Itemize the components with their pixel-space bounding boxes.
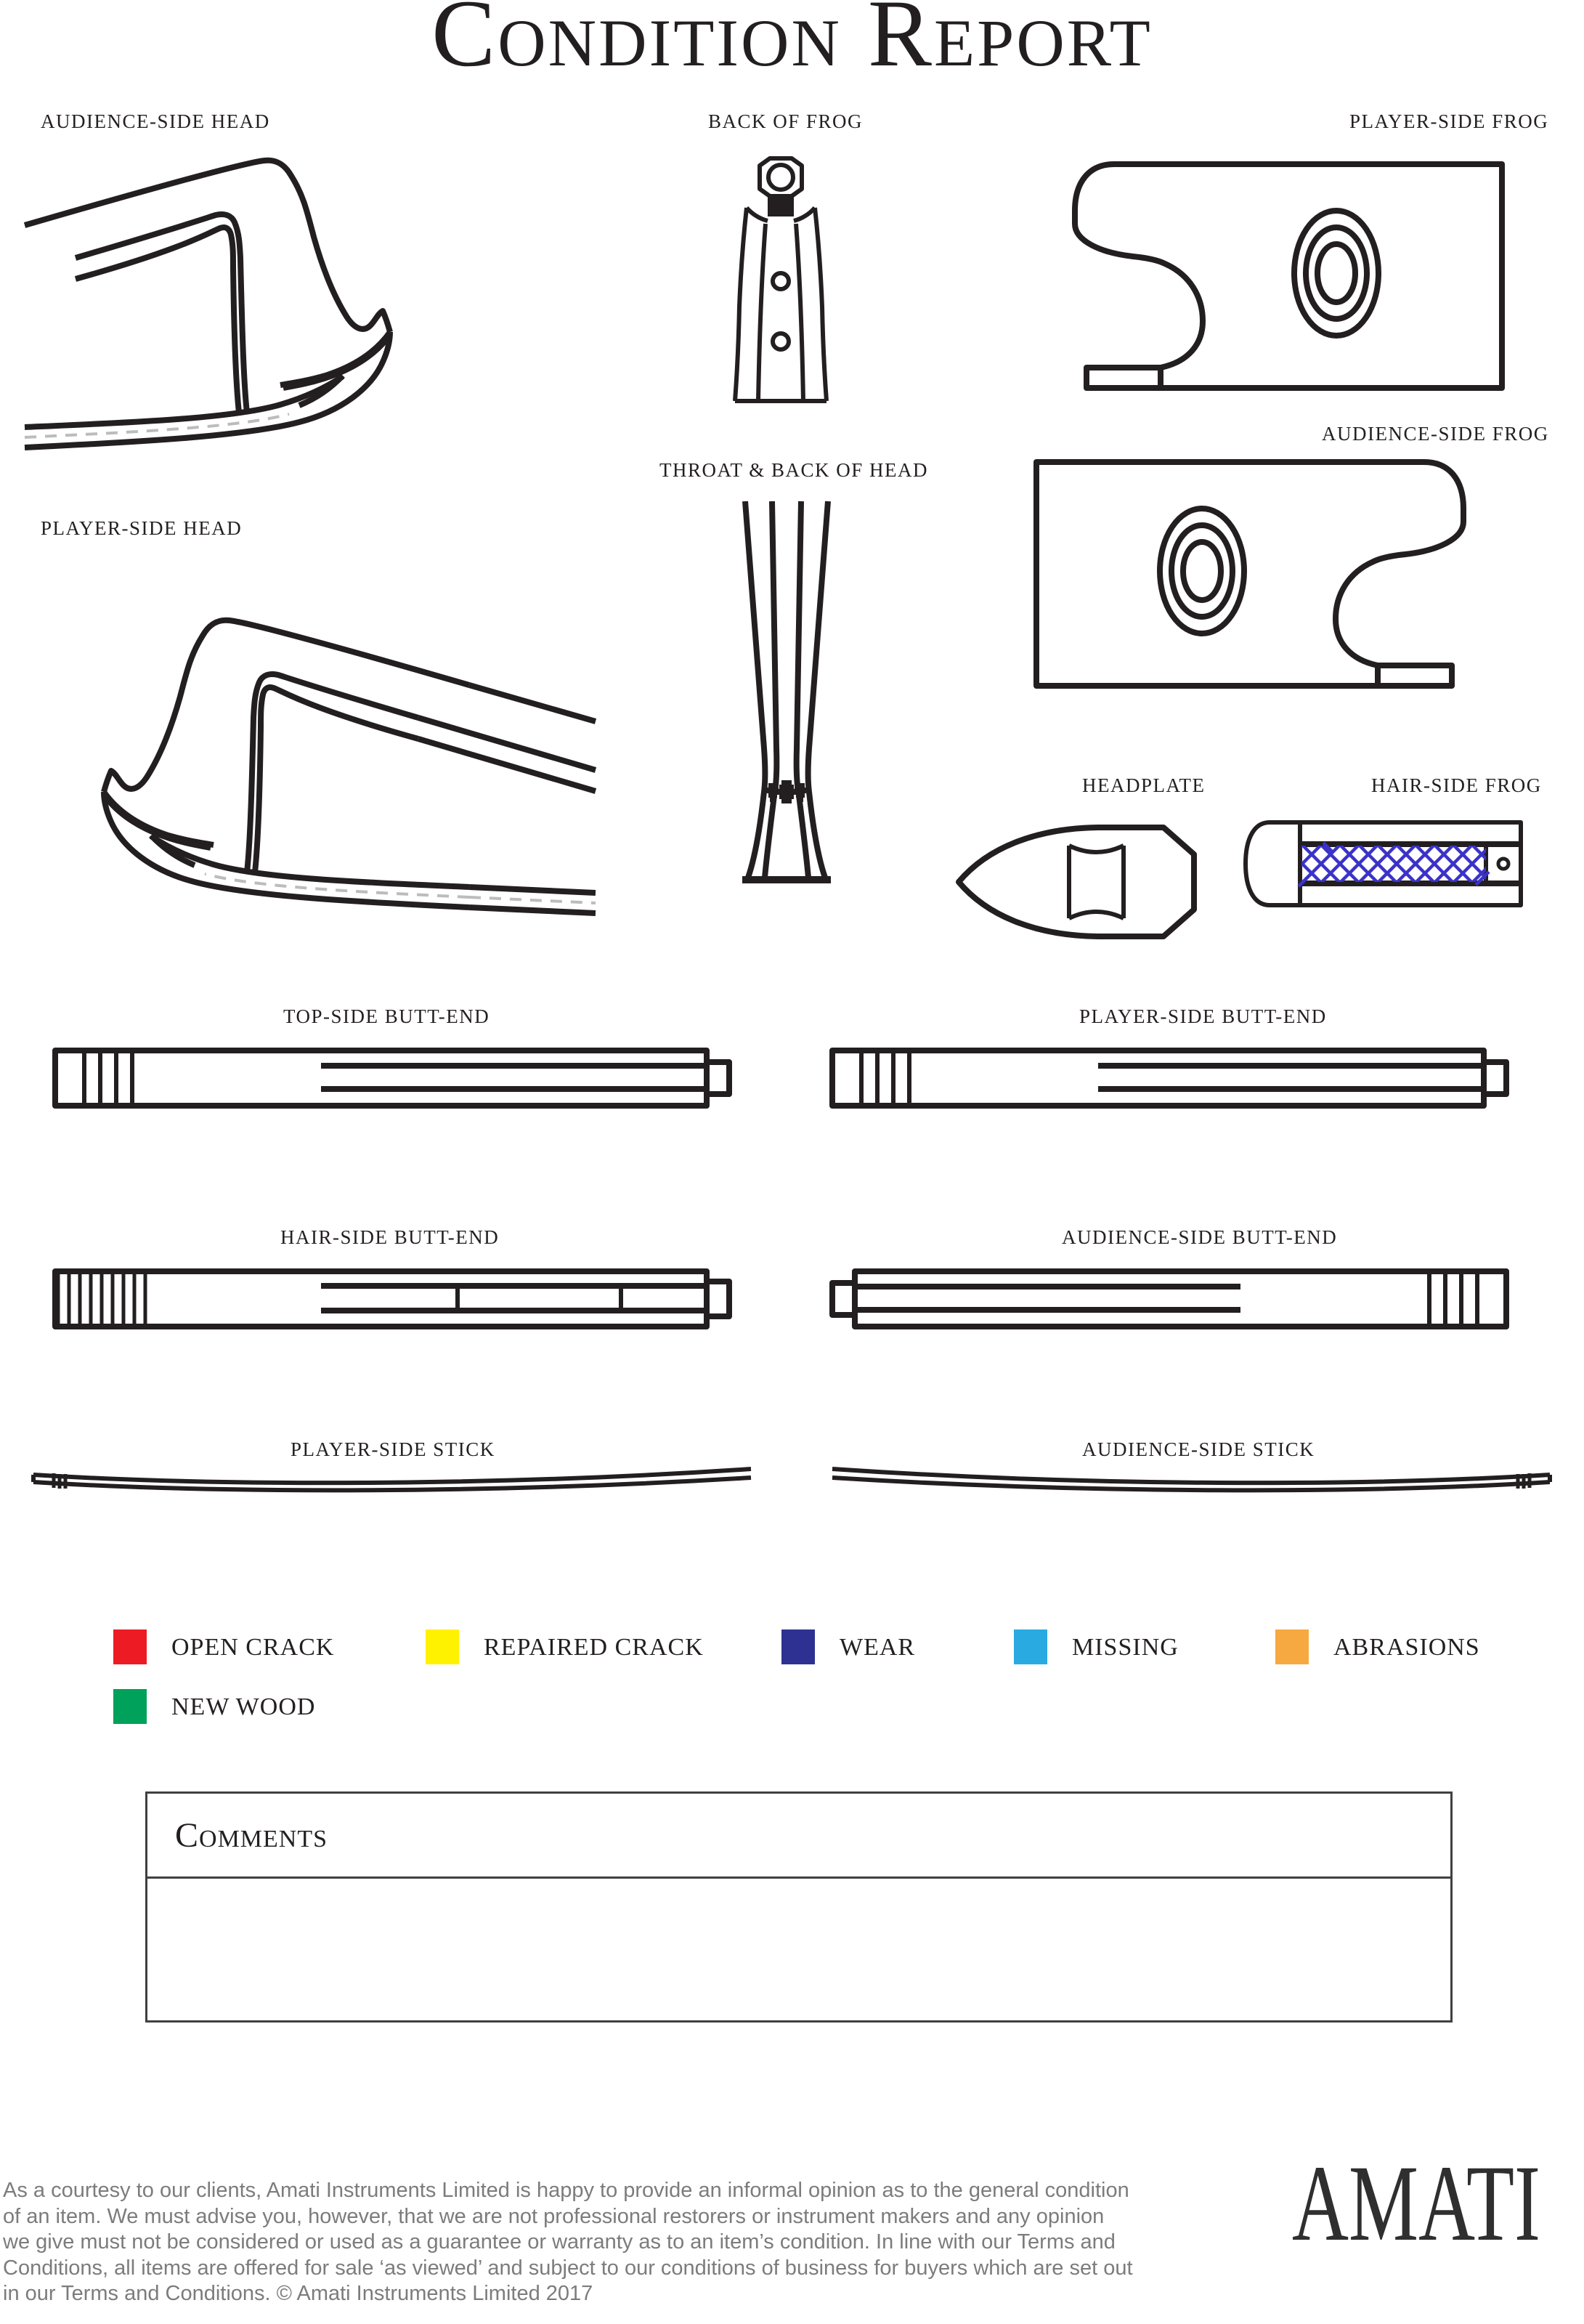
audience-side-head-diagram (15, 138, 581, 458)
hair-side-frog-diagram (1236, 817, 1527, 911)
headplate-diagram (953, 817, 1207, 947)
amati-logo: AMATI (1292, 2143, 1540, 2264)
footer-disclaimer: As a courtesy to our clients, Amati Instruments Limited is happy to provide an informal opinion as to the general condition of an item. We must advise you, however, that we are not professional restorers or instrument makers and any opinion we give must not be considered or used as a guarantee or warranty as to an item’s condition. In line with our Terms and Conditions, all items are offered for sale ‘as viewed’ and subject to our conditions of business for buyers which are set out in our Terms and Conditions. © Amati Instruments Limited 2017 (3, 2179, 1133, 2305)
label-player-side-head: PLAYER-SIDE HEAD (41, 517, 243, 539)
top-side-butt-end-diagram (51, 1043, 734, 1113)
player-side-frog-diagram (1055, 155, 1511, 397)
legend-swatch-abrasions (1275, 1629, 1309, 1664)
legend-swatch-missing (1014, 1629, 1047, 1664)
comments-box (145, 1791, 1453, 2023)
audience-side-frog-diagram (1028, 453, 1484, 695)
label-back-of-frog: BACK OF FROG (708, 110, 864, 132)
comments-body-area (147, 1879, 1450, 2023)
label-player-side-butt-end: PLAYER-SIDE BUTT-END (1079, 1005, 1327, 1027)
page-title: Condition Report (431, 0, 1153, 86)
label-player-side-frog: PLAYER-SIDE FROG (1349, 110, 1549, 132)
legend-swatch-repaired-crack (426, 1629, 459, 1664)
player-side-head-diagram (29, 592, 596, 934)
hair-side-frog-crosshatch-annotation (1301, 846, 1486, 882)
back-of-frog-diagram (726, 154, 835, 408)
label-player-side-stick: PLAYER-SIDE STICK (291, 1438, 495, 1460)
legend-label-open-crack: OPEN CRACK (171, 1634, 335, 1661)
legend-label-missing: MISSING (1072, 1634, 1179, 1661)
legend-swatch-new-wood (113, 1689, 147, 1724)
legend-label-repaired-crack: REPAIRED CRACK (484, 1634, 704, 1661)
player-side-butt-end-diagram (828, 1043, 1511, 1113)
audience-side-butt-end-diagram (828, 1264, 1511, 1334)
legend-label-abrasions: ABRASIONS (1333, 1634, 1480, 1661)
player-side-stick-diagram (29, 1465, 755, 1499)
audience-side-stick-diagram (828, 1465, 1554, 1499)
legend-swatch-wear (781, 1629, 815, 1664)
label-headplate: HEADPLATE (1082, 774, 1206, 796)
throat-hash-marks (767, 783, 806, 801)
label-audience-side-butt-end: AUDIENCE-SIDE BUTT-END (1062, 1226, 1338, 1248)
throat-back-of-head-diagram (732, 501, 841, 886)
label-hair-side-frog: HAIR-SIDE FROG (1371, 774, 1542, 796)
label-audience-side-stick: AUDIENCE-SIDE STICK (1082, 1438, 1315, 1460)
label-top-side-butt-end: TOP-SIDE BUTT-END (283, 1005, 490, 1027)
legend-label-new-wood: NEW WOOD (171, 1693, 316, 1720)
label-hair-side-butt-end: HAIR-SIDE BUTT-END (280, 1226, 500, 1248)
legend-swatch-open-crack (113, 1629, 147, 1664)
label-throat-back-of-head: THROAT & BACK OF HEAD (659, 459, 929, 481)
label-audience-side-frog: AUDIENCE-SIDE FROG (1322, 423, 1549, 445)
label-audience-side-head: AUDIENCE-SIDE HEAD (41, 110, 270, 132)
comments-header: Comments (147, 1794, 1450, 1879)
legend-label-wear: WEAR (840, 1634, 916, 1661)
hair-side-butt-end-diagram (51, 1264, 734, 1334)
